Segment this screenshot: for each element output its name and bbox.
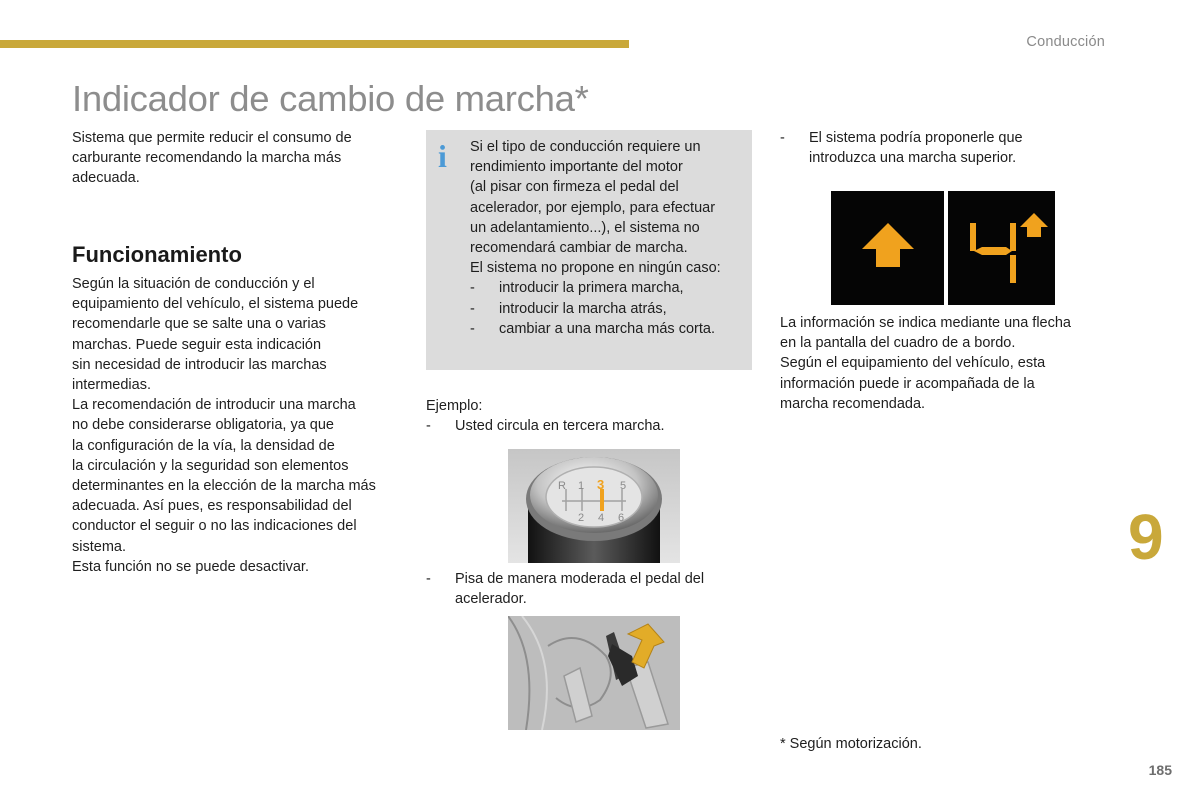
list-item <box>426 569 726 609</box>
gear-label-selected: 3 <box>597 477 605 492</box>
gear-label: 2 <box>578 512 585 524</box>
step2-line: - Pisa de manera moderada el pedal del <box>455 571 705 587</box>
body-line: intermedias. <box>72 377 151 394</box>
body-line: determinantes en la elección de la marcha más <box>72 478 376 495</box>
body-line: equipamiento del vehículo, el sistema puede <box>72 296 359 313</box>
body-line: marchas. Puede seguir esta indicación <box>72 336 322 353</box>
recommended-gear-value: 4 <box>993 300 994 301</box>
body-line: adecuada. Así pues, es responsabilidad del <box>72 498 352 515</box>
intro-line: adecuada. <box>72 170 140 187</box>
info-line: un adelantamiento...), el sistema no <box>470 219 700 236</box>
example-step-2 <box>426 569 726 609</box>
step3-line: introduzca una marcha superior. <box>809 150 1017 167</box>
gear-label: 5 <box>620 480 627 492</box>
info-line: El sistema no propone en ningún caso: <box>470 260 721 277</box>
list-item: - introducir la primera marcha, <box>470 278 742 298</box>
gear-label: 4 <box>598 512 605 524</box>
example-step-1: - Usted circula en tercera marcha. <box>426 416 726 436</box>
info-line: recomendará cambiar de marcha. <box>470 240 688 257</box>
info-exceptions-list <box>470 278 742 339</box>
gear-knob-illustration <box>508 449 680 563</box>
info-note-text <box>470 137 742 339</box>
header-accent-bar <box>0 40 629 48</box>
col3-line: información puede ir acompañada de la <box>780 375 1035 392</box>
intro-line: Sistema que permite reducir el consumo de <box>72 130 352 146</box>
page-title: Indicador de cambio de marcha* <box>72 78 589 119</box>
list-item <box>780 128 1080 168</box>
info-note-box <box>426 130 752 370</box>
body-line: no debe considerarse obligatoria, ya que <box>72 417 334 434</box>
gear-label: 1 <box>578 480 585 492</box>
info-icon: i <box>438 138 447 174</box>
list-item: - introducir la marcha atrás, <box>470 299 742 319</box>
step2-line: acelerador. <box>455 591 527 608</box>
body-line: sistema. <box>72 538 126 555</box>
col3-line: marcha recomendada. <box>780 395 926 412</box>
example-block <box>426 396 726 436</box>
col3-line: La información se indica mediante una flecha <box>780 315 1071 331</box>
body-line: La recomendación de introducir una marcha <box>72 397 356 414</box>
chapter-number: 9 <box>1128 501 1164 573</box>
body-line: Esta función no se puede desactivar. <box>72 558 309 575</box>
info-line: acelerador, por ejemplo, para efectuar <box>470 199 716 216</box>
body-line: Según la situación de conducción y el <box>72 276 315 292</box>
gear-label: 6 <box>618 512 625 524</box>
example-label: Ejemplo: <box>426 398 483 414</box>
footnote: * Según motorización. <box>780 736 922 752</box>
selected-gear-slot-mark <box>600 489 604 511</box>
gear-label: R <box>558 480 566 492</box>
example-step-3 <box>780 128 1080 168</box>
funcionamiento-body <box>72 274 402 577</box>
list-item: - cambiar a una marcha más corta. <box>470 319 742 339</box>
recommended-gear-display <box>948 191 1055 305</box>
display-info-paragraph <box>780 313 1100 414</box>
accelerator-pedal-illustration <box>508 616 680 730</box>
info-line: Si el tipo de conducción requiere un <box>470 139 701 155</box>
section-header: Conducción <box>1026 34 1105 50</box>
body-line: conductor el seguir o no las indicaciones del <box>72 518 357 535</box>
intro-line: carburante recomendando la marcha más <box>72 150 342 167</box>
body-line: la circulación y la seguridad son elementos <box>72 457 349 474</box>
page-number: 185 <box>1148 762 1172 778</box>
body-line: sin necesidad de introducir las marchas <box>72 356 327 373</box>
info-line: (al pisar con firmeza el pedal del <box>470 179 679 196</box>
body-line: la configuración de la vía, la densidad de <box>72 437 335 454</box>
example-step-list <box>780 128 1080 168</box>
intro-paragraph <box>72 128 392 189</box>
funcionamiento-heading: Funcionamiento <box>72 242 242 267</box>
shift-up-arrow-display <box>831 191 944 305</box>
info-line: rendimiento importante del motor <box>470 159 683 176</box>
col3-line: Según el equipamiento del vehículo, esta <box>780 355 1046 372</box>
step3-line: - El sistema podría proponerle que <box>809 130 1023 146</box>
col3-line: en la pantalla del cuadro de a bordo. <box>780 335 1016 352</box>
example-step-list <box>426 416 726 436</box>
example-step-list <box>426 569 726 609</box>
body-line: recomendarle que se salte una o varias <box>72 316 326 333</box>
